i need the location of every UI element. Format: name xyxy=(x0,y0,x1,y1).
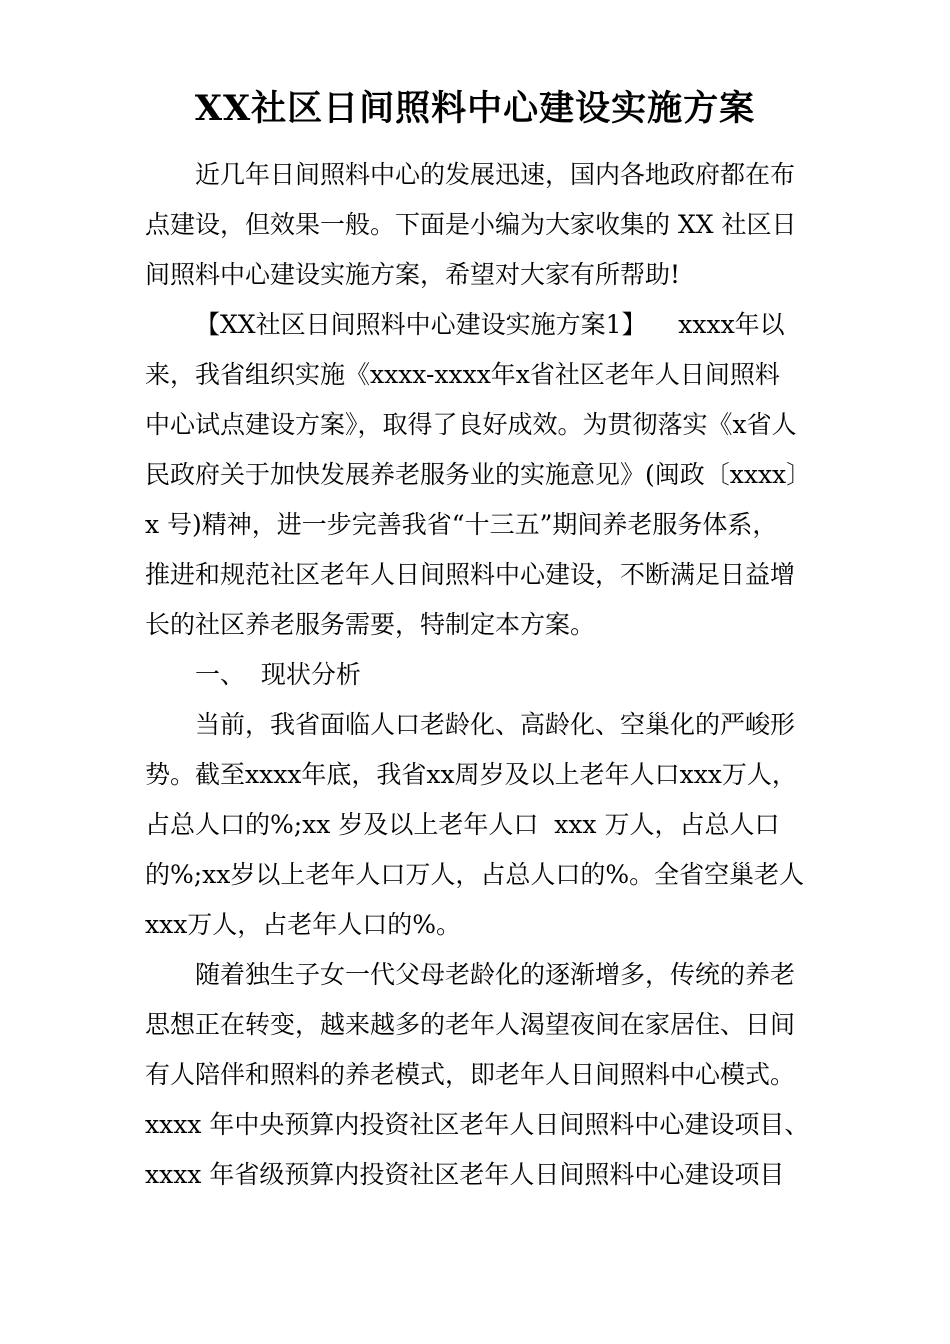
text-line: 的%;xx岁以上老年人口万人，占总人口的%。全省空巢老人 xyxy=(145,860,805,889)
document-title: XX社区日间照料中心建设实施方案 xyxy=(194,88,756,129)
section-heading: 一、 现状分析 xyxy=(195,660,361,689)
text-line: 近几年日间照料中心的发展迅速，国内各地政府都在布 xyxy=(195,160,796,189)
text-line: 来，我省组织实施《xxxx-xxxx年x省社区老年人日间照料 xyxy=(145,360,780,389)
text-line: 中心试点建设方案》，取得了良好成效。为贯彻落实《x省人 xyxy=(145,410,797,439)
text-line: x 号)精神，进一步完善我省“十三五”期间养老服务体系， xyxy=(145,510,778,539)
text-line: 推进和规范社区老年人日间照料中心建设，不断满足日益增 xyxy=(145,560,796,589)
text-line: 势。截至xxxx年底，我省xx周岁及以上老年人口xxx万人， xyxy=(145,760,797,789)
text-line: xxx万人，占老年人口的%。 xyxy=(145,910,462,939)
text-line: 民政府关于加快发展养老服务业的实施意见》(闽政〔xxxx〕 xyxy=(145,460,811,489)
text-line: xxxx 年省级预算内投资社区老年人日间照料中心建设项目 xyxy=(145,1160,785,1189)
text-line: 【XX社区日间照料中心建设实施方案1】 xxxx年以 xyxy=(195,310,785,339)
text-line: 有人陪伴和照料的养老模式，即老年人日间照料中心模式。 xyxy=(145,1060,796,1089)
text-line: xxxx 年中央预算内投资社区老年人日间照料中心建设项目、 xyxy=(145,1110,810,1139)
text-line: 思想正在转变，越来越多的老年人渴望夜间在家居住、日间 xyxy=(145,1010,796,1039)
text-line: 点建设，但效果一般。下面是小编为大家收集的 XX 社区日 xyxy=(145,210,797,239)
text-line: 间照料中心建设实施方案，希望对大家有所帮助! xyxy=(145,260,681,289)
text-line: 占总人口的%;xx 岁及以上老年人口 xxx 万人，占总人口 xyxy=(145,810,780,839)
text-line: 长的社区养老服务需要，特制定本方案。 xyxy=(145,610,596,639)
text-line: 当前，我省面临人口老龄化、高龄化、空巢化的严峻形 xyxy=(195,710,796,739)
document-body xyxy=(145,150,811,1200)
text-line: 随着独生子女一代父母老龄化的逐渐增多，传统的养老 xyxy=(195,960,796,989)
